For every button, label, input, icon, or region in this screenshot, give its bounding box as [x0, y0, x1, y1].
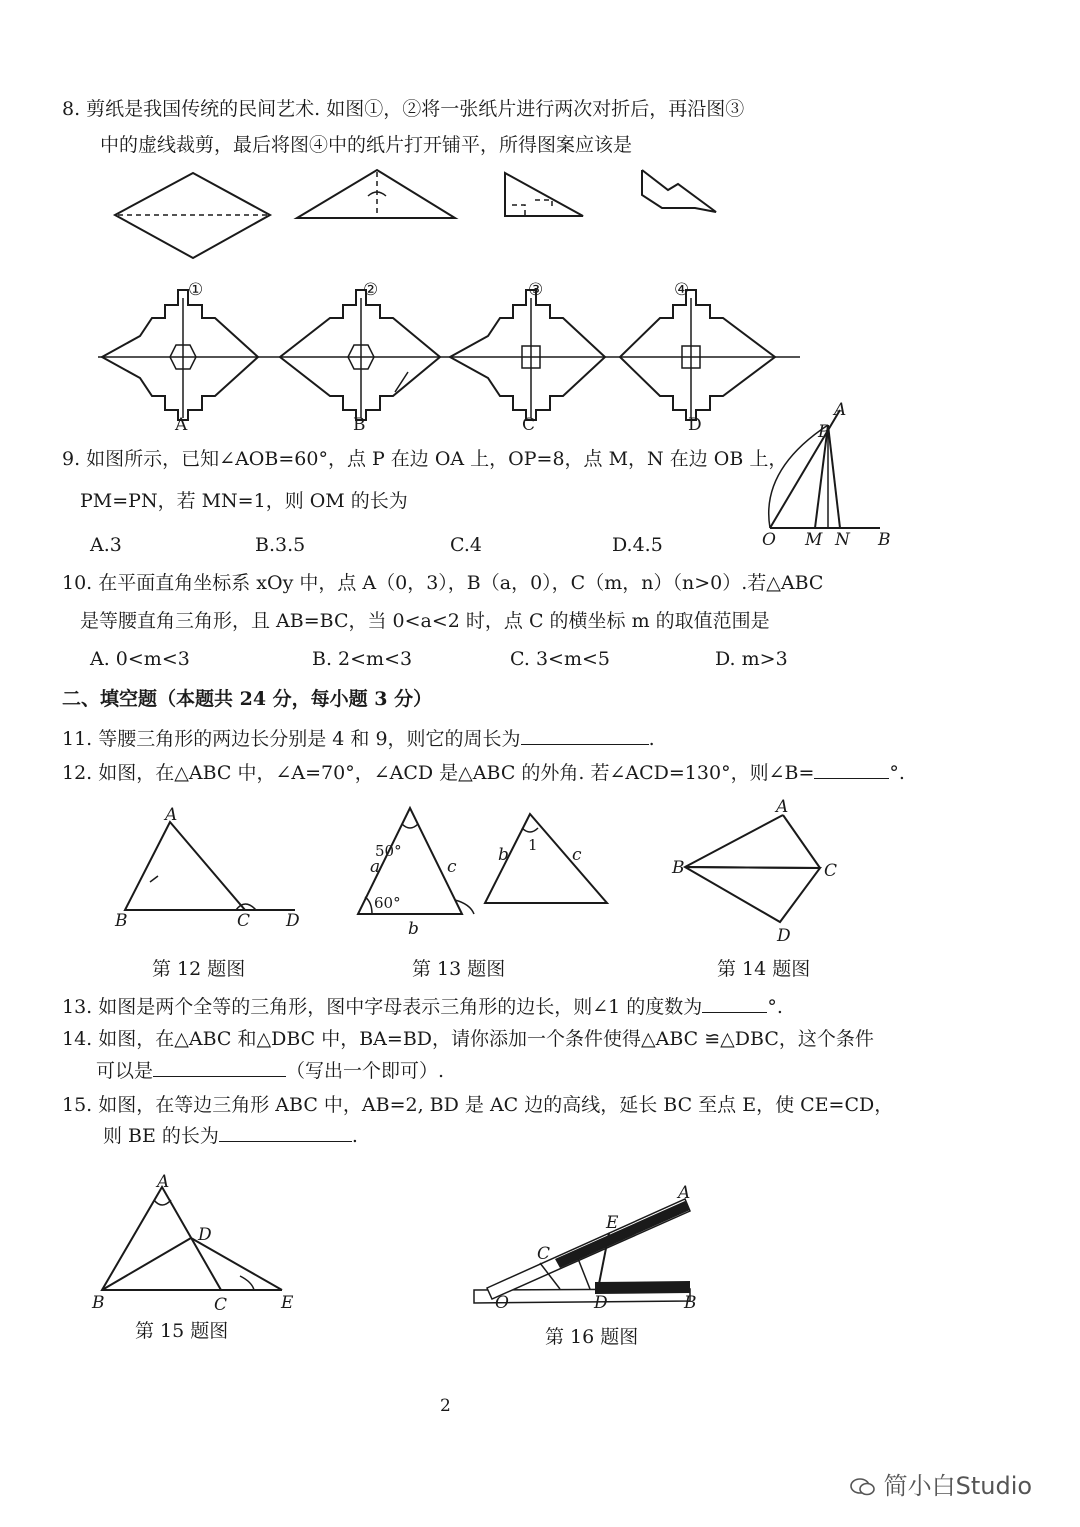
q9-line2: PM=PN，若 MN=1，则 OM 的长为 — [80, 490, 408, 512]
q10-option-a: A. 0<m<3 — [90, 648, 190, 670]
option-a-label: A — [175, 415, 188, 435]
q13-end: °. — [767, 996, 783, 1018]
q14-line1: 14. 如图，在△ABC 和△DBC 中，BA=BD，请你添加一个条件使得△ABC ≌△DBC，这个条件 — [62, 1028, 874, 1050]
fig12-label-d: D — [286, 911, 300, 931]
q9-option-d: D.4.5 — [612, 534, 663, 556]
fig16-label-o: O — [495, 1293, 509, 1313]
q8-line2: 中的虚线裁剪，最后将图④中的纸片打开铺平，所得图案应该是 — [100, 134, 633, 156]
section-2-heading: 二、填空题（本题共 24 分，每小题 3 分） — [62, 688, 433, 710]
wechat-icon — [850, 1475, 876, 1495]
q10-line2: 是等腰直角三角形，且 AB=BC，当 0<a<2 时，点 C 的横坐标 m 的取值范围是 — [80, 610, 770, 632]
option-d-label: D — [688, 415, 702, 435]
fig12-label-b: B — [115, 911, 128, 931]
fig13-angle-50: 50° — [375, 842, 402, 860]
q9-line1: 9. 如图所示，已知∠AOB=60°，点 P 在边 OA 上，OP=8，点 M，N 在边 OB 上， — [62, 448, 788, 470]
q10-option-d: D. m>3 — [715, 648, 788, 670]
option-c-label: C — [522, 415, 536, 435]
fig16-label-d: D — [594, 1293, 608, 1313]
q9-option-c: C.4 — [450, 534, 482, 556]
q9-label-a: A — [834, 400, 847, 420]
fig13-angle-60: 60° — [374, 894, 401, 912]
q11-end: . — [648, 728, 655, 750]
fig13-label-b: b — [408, 919, 419, 939]
fig12-label-a: A — [165, 805, 178, 825]
q9-label-b: B — [878, 530, 891, 550]
caption-13: 第 13 题图 — [412, 958, 506, 980]
fig16-label-c: C — [537, 1244, 551, 1264]
fig14-label-c: C — [824, 861, 838, 881]
fig15-label-d: D — [198, 1225, 212, 1245]
fig15-label-c: C — [214, 1295, 228, 1315]
q10-option-c: C. 3<m<5 — [510, 648, 610, 670]
fig14-label-d: D — [777, 926, 791, 946]
option-d-mark: ④ — [674, 280, 690, 300]
q14-line2-suffix: （写出一个即可）. — [286, 1060, 445, 1082]
q10-option-b: B. 2<m<3 — [312, 648, 413, 670]
q8-line1: 8. 剪纸是我国传统的民间艺术. 如图①，②将一张纸片进行两次对折后，再沿图③ — [62, 98, 745, 120]
fig16-tool — [474, 1199, 690, 1303]
fig15-label-b: B — [92, 1293, 105, 1313]
fig13-label-a: a — [370, 857, 381, 877]
q9-label-m: M — [805, 530, 823, 550]
fig13-label-c2: c — [572, 845, 582, 865]
q9-option-b: B.3.5 — [255, 534, 306, 556]
fig12-label-c: C — [237, 911, 251, 931]
page-number: 2 — [440, 1396, 451, 1416]
watermark — [850, 1466, 1032, 1501]
watermark-text: 简小白Studio — [883, 1472, 1033, 1500]
q9-option-a: A.3 — [90, 534, 122, 556]
fig13-label-c: c — [447, 857, 457, 877]
caption-14: 第 14 题图 — [717, 958, 811, 980]
option-b-mark: ② — [363, 280, 379, 300]
fig14-label-b: B — [672, 858, 685, 878]
fig16-label-a: A — [678, 1183, 691, 1203]
q9-label-n: N — [835, 530, 850, 550]
q11-question: 11. 等腰三角形的两边长分别是 4 和 9，则它的周长为 — [62, 728, 521, 750]
q10-line1: 10. 在平面直角坐标系 xOy 中，点 A（0，3），B（a，0），C（m，n）（n>0）.若△ABC — [62, 572, 824, 594]
q13-question: 13. 如图是两个全等的三角形，图中字母表示三角形的边长，则∠1 的度数为 — [62, 996, 703, 1018]
caption-15: 第 15 题图 — [135, 1320, 229, 1342]
q14-line2-prefix: 可以是 — [96, 1060, 154, 1082]
fig15-label-a: A — [157, 1172, 170, 1192]
caption-12: 第 12 题图 — [152, 958, 246, 980]
fig15-label-e: E — [281, 1293, 294, 1313]
option-a-mark: ① — [188, 280, 204, 300]
q15-end: . — [351, 1125, 358, 1147]
q15-question: 则 BE 的长为 — [103, 1125, 219, 1147]
fig14-label-a: A — [776, 797, 789, 817]
q9-label-p: P — [818, 422, 830, 442]
fig13-label-b2: b — [498, 845, 509, 865]
q12-question: 12. 如图，在△ABC 中，∠A=70°，∠ACD 是△ABC 的外角. 若∠ACD=130°，则∠B= — [62, 762, 815, 784]
fig16-label-e: E — [606, 1213, 619, 1233]
q15-line1: 15. 如图，在等边三角形 ABC 中，AB=2, BD 是 AC 边的高线，延长 BC 至点 E，使 CE=CD， — [62, 1094, 894, 1116]
caption-16: 第 16 题图 — [545, 1326, 639, 1348]
q9-label-o: O — [762, 530, 776, 550]
fig16-label-b: B — [684, 1293, 697, 1313]
fig13-angle-1: 1 — [528, 836, 538, 854]
option-b-label: B — [353, 415, 366, 435]
option-c-mark: ③ — [528, 280, 544, 300]
fig15-triangle — [102, 1187, 282, 1290]
q12-end: °. — [889, 762, 905, 784]
